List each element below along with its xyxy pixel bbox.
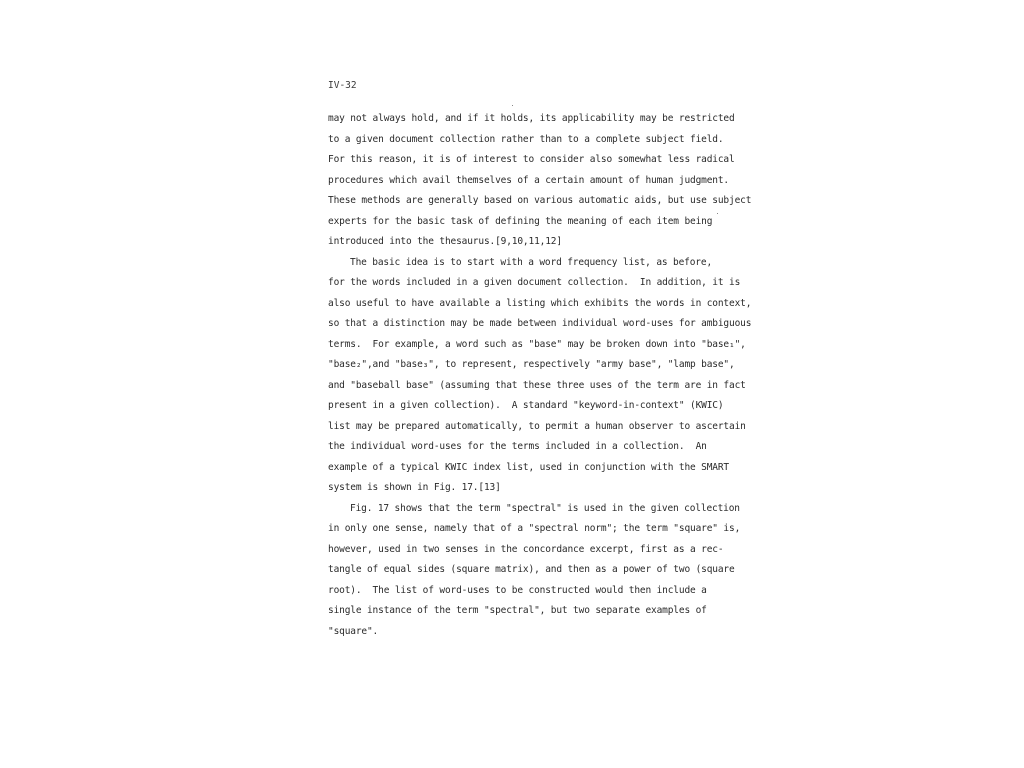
text-line: in only one sense, namely that of a "spectral norm"; the term "square" is, — [328, 523, 741, 534]
paragraph-start-line: The basic idea is to start with a word frequency list, as before, — [350, 257, 713, 268]
text-line: list may be prepared automatically, to permit a human observer to ascertain — [328, 421, 746, 432]
page-number: IV-32 — [328, 80, 357, 91]
text-line: system is shown in Fig. 17.[13] — [328, 482, 501, 493]
text-line: and "baseball base" (assuming that these three uses of the term are in fact — [328, 380, 746, 391]
text-line: present in a given collection). A standard "keyword-in-context" (KWIC) — [328, 400, 724, 411]
text-line: the individual word-uses for the terms included in a collection. An — [328, 441, 707, 452]
text-line: introduced into the thesaurus.[9,10,11,12] — [328, 236, 562, 247]
text-line: tangle of equal sides (square matrix), and then as a power of two (square — [328, 564, 735, 575]
text-line: example of a typical KWIC index list, used in conjunction with the SMART — [328, 462, 730, 473]
text-line: "base₂",and "base₃", to represent, respectively "army base", "lamp base", — [328, 359, 735, 370]
text-line: root). The list of word-uses to be constructed would then include a — [328, 585, 707, 596]
paragraph-start-line: Fig. 17 shows that the term "spectral" is used in the given collection — [350, 503, 740, 514]
text-line: terms. For example, a word such as "base" may be broken down into "base₁", — [328, 339, 746, 350]
text-line: These methods are generally based on various automatic aids, but use subject — [328, 195, 752, 206]
text-line: may not always hold, and if it holds, its applicability may be restricted — [328, 113, 735, 124]
text-line: "square". — [328, 626, 379, 637]
text-line: For this reason, it is of interest to consider also somewhat less radical — [328, 154, 735, 165]
scan-speck — [717, 213, 718, 214]
text-line: however, used in two senses in the concordance excerpt, first as a rec- — [328, 544, 724, 555]
text-line: experts for the basic task of defining the meaning of each item being — [328, 216, 713, 227]
text-line: for the words included in a given document collection. In addition, it is — [328, 277, 741, 288]
text-line: so that a distinction may be made between individual word-uses for ambiguous — [328, 318, 752, 329]
text-line: to a given document collection rather than to a complete subject field. — [328, 134, 724, 145]
text-line: procedures which avail themselves of a certain amount of human judgment. — [328, 175, 730, 186]
text-line: also useful to have available a listing which exhibits the words in context, — [328, 298, 752, 309]
scan-speck — [512, 105, 513, 106]
text-line: single instance of the term "spectral", but two separate examples of — [328, 605, 707, 616]
